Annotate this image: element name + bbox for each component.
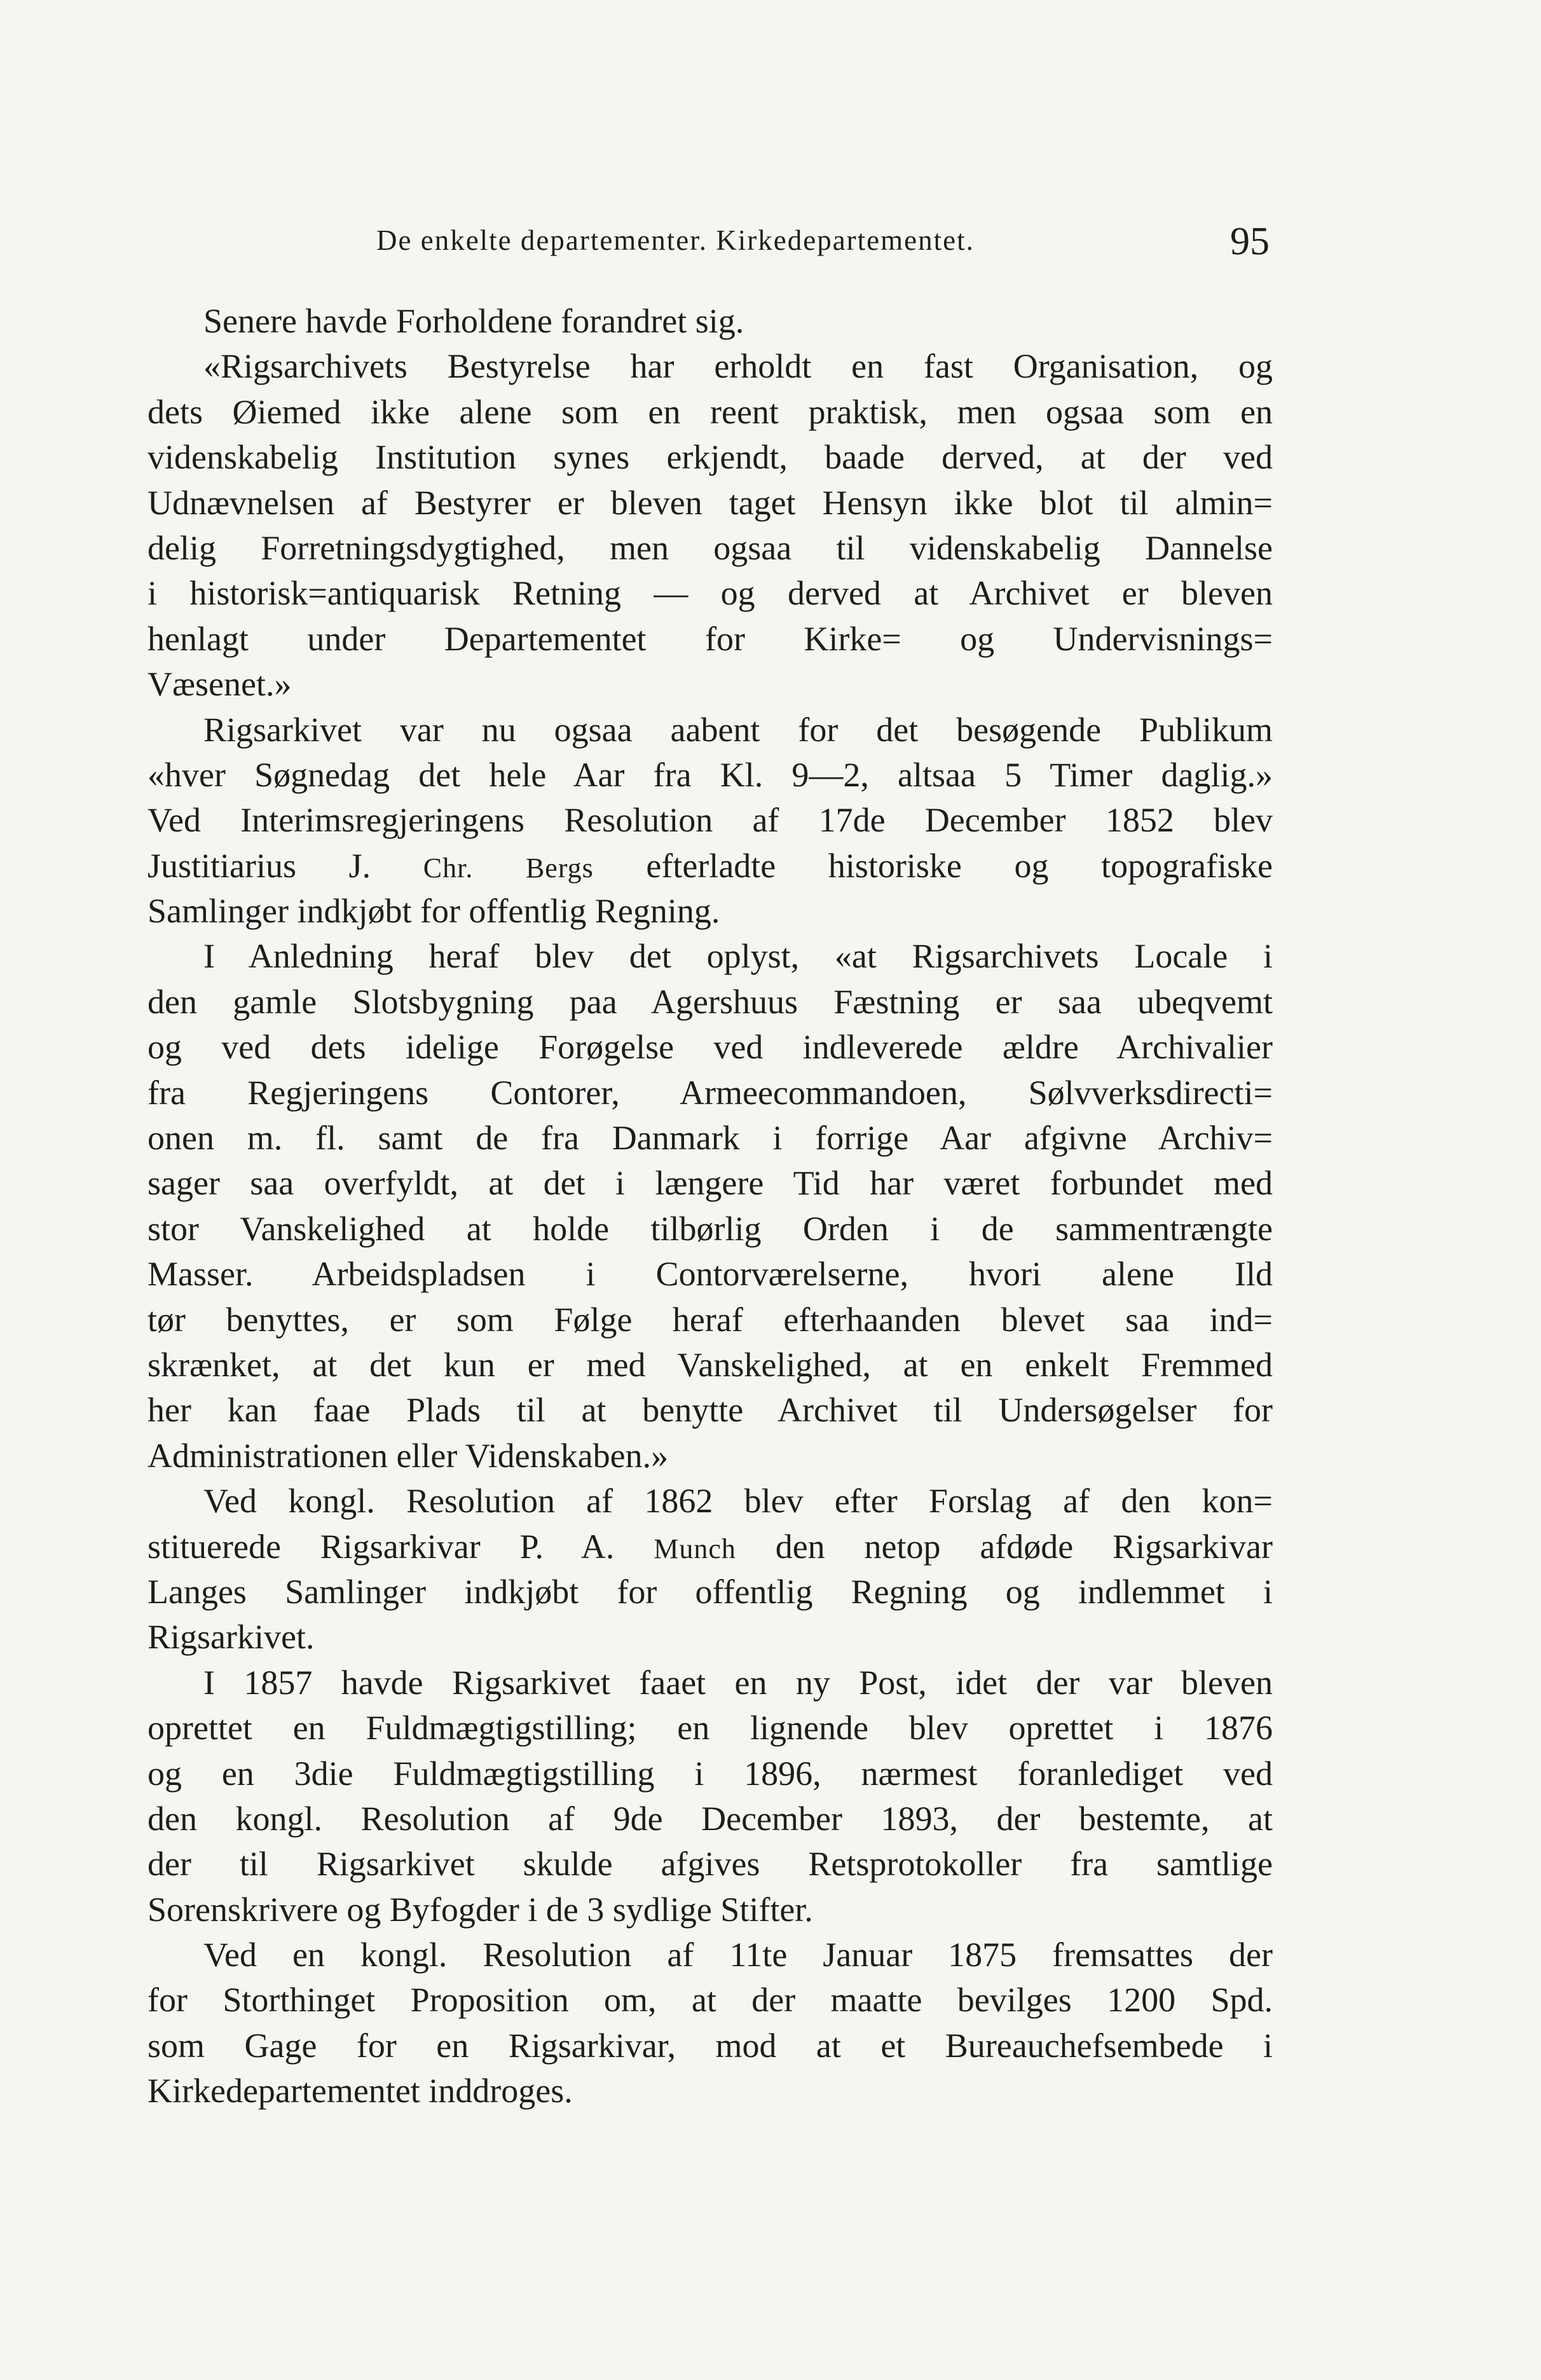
text-line: «hver Søgnedag det hele Aar fra Kl. 9—2, altsaa 5 Timer daglig.» <box>147 755 1273 794</box>
text-line <box>147 1524 1273 1570</box>
text-segment: Justitiarius J. <box>147 846 423 885</box>
text-line: Administrationen eller Videnskaben.» <box>147 1436 669 1475</box>
page-number: 95 <box>1230 220 1270 263</box>
small-caps-name: Munch <box>654 1533 736 1564</box>
text-line: der til Rigsarkivet skulde afgives Retsprotokoller fra samtlige <box>147 1845 1273 1884</box>
text-line: Kirkedepartementet inddroges. <box>147 2072 573 2110</box>
text-line: og en 3die Fuldmægtigstilling i 1896, nærmest foranlediget ved <box>147 1754 1273 1793</box>
text-line: den kongl. Resolution af 9de December 1893, der bestemte, at <box>147 1799 1273 1838</box>
text-line: videnskabelig Institution synes erkjendt, baade derved, at der ved <box>147 438 1273 477</box>
text-line: oprettet en Fuldmægtigstilling; en lignende blev oprettet i 1876 <box>147 1709 1273 1747</box>
text-line <box>147 844 1273 889</box>
text-line: Udnævnelsen af Bestyrer er bleven taget Hensyn ikke blot til almin= <box>147 483 1273 522</box>
text-line: sager saa overfyldt, at det i længere Tid har været forbundet med <box>147 1164 1273 1203</box>
text-line: henlagt under Departementet for Kirke= og Undervisnings= <box>147 619 1273 658</box>
text-segment: den netop afdøde Rigsarkivar <box>736 1527 1273 1566</box>
text-line: den gamle Slotsbygning paa Agershuus Fæstning er saa ubeqvemt <box>147 982 1273 1021</box>
text-line: Rigsarkivet var nu ogsaa aabent for det besøgende Publikum <box>203 710 1273 749</box>
text-line: her kan faae Plads til at benytte Archivet til Undersøgelser for <box>147 1391 1273 1430</box>
text-line: Ved kongl. Resolution af 1862 blev efter Forslag af den kon= <box>203 1482 1273 1521</box>
text-line: I Anledning heraf blev det oplyst, «at Rigsarchivets Locale i <box>203 937 1273 976</box>
text-line: onen m. fl. samt de fra Danmark i forrige Aar afgivne Archiv= <box>147 1119 1273 1158</box>
text-line: «Rigsarchivets Bestyrelse har erholdt en fast Organisation, og <box>203 347 1273 386</box>
text-line: Samlinger indkjøbt for offentlig Regning. <box>147 892 720 931</box>
text-line: for Storthinget Proposition om, at der maatte bevilges 1200 Spd. <box>147 1981 1273 2020</box>
text-line: Rigsarkivet. <box>147 1618 315 1657</box>
running-head: De enkelte departementer. Kirkedepartementet. <box>376 224 975 256</box>
text-line: I 1857 havde Rigsarkivet faaet en ny Post, idet der var bleven <box>203 1663 1273 1702</box>
text-line: Sorenskrivere og Byfogder i de 3 sydlige Stifter. <box>147 1890 813 1929</box>
text-line: som Gage for en Rigsarkivar, mod at et Bureauchefsembede i <box>147 2026 1273 2065</box>
text-line: Masser. Arbeidspladsen i Contorværelserne, hvori alene Ild <box>147 1255 1273 1294</box>
text-line: fra Regjeringens Contorer, Armeecommandoen, Sølvverksdirecti= <box>147 1073 1273 1112</box>
text-line: Væsenet.» <box>147 665 292 704</box>
text-line: tør benyttes, er som Følge heraf efterhaanden blevet saa ind= <box>147 1300 1273 1339</box>
small-caps-name: Chr. <box>423 852 474 884</box>
text-line: skrænket, at det kun er med Vanskelighed, at en enkelt Fremmed <box>147 1345 1273 1384</box>
text-line: stor Vanskelighed at holde tilbørlig Orden i de sammentrængte <box>147 1209 1273 1248</box>
text-line: i historisk=antiquarisk Retning — og derved at Archivet er bleven <box>147 574 1273 613</box>
text-line: Ved Interimsregjeringens Resolution af 17de December 1852 blev <box>147 801 1273 840</box>
text-segment: efterladte historiske og topografiske <box>593 846 1273 885</box>
text-line: delig Forretningsdygtighed, men ogsaa til videnskabelig Dannelse <box>147 528 1273 567</box>
text-line: Langes Samlinger indkjøbt for offentlig Regning og indlemmet i <box>147 1572 1273 1611</box>
text-segment: stituerede Rigsarkivar P. A. <box>147 1527 654 1566</box>
body-text <box>147 299 1273 2114</box>
text-segment <box>473 847 526 885</box>
text-line: dets Øiemed ikke alene som en reent praktisk, men ogsaa som en <box>147 392 1273 431</box>
text-line: og ved dets idelige Forøgelse ved indleverede ældre Archivalier <box>147 1028 1273 1067</box>
small-caps-name: Bergs <box>525 852 594 884</box>
text-line: Senere havde Forholdene forandret sig. <box>203 302 744 340</box>
text-line: Ved en kongl. Resolution af 11te Januar 1875 fremsattes der <box>203 1936 1273 1974</box>
